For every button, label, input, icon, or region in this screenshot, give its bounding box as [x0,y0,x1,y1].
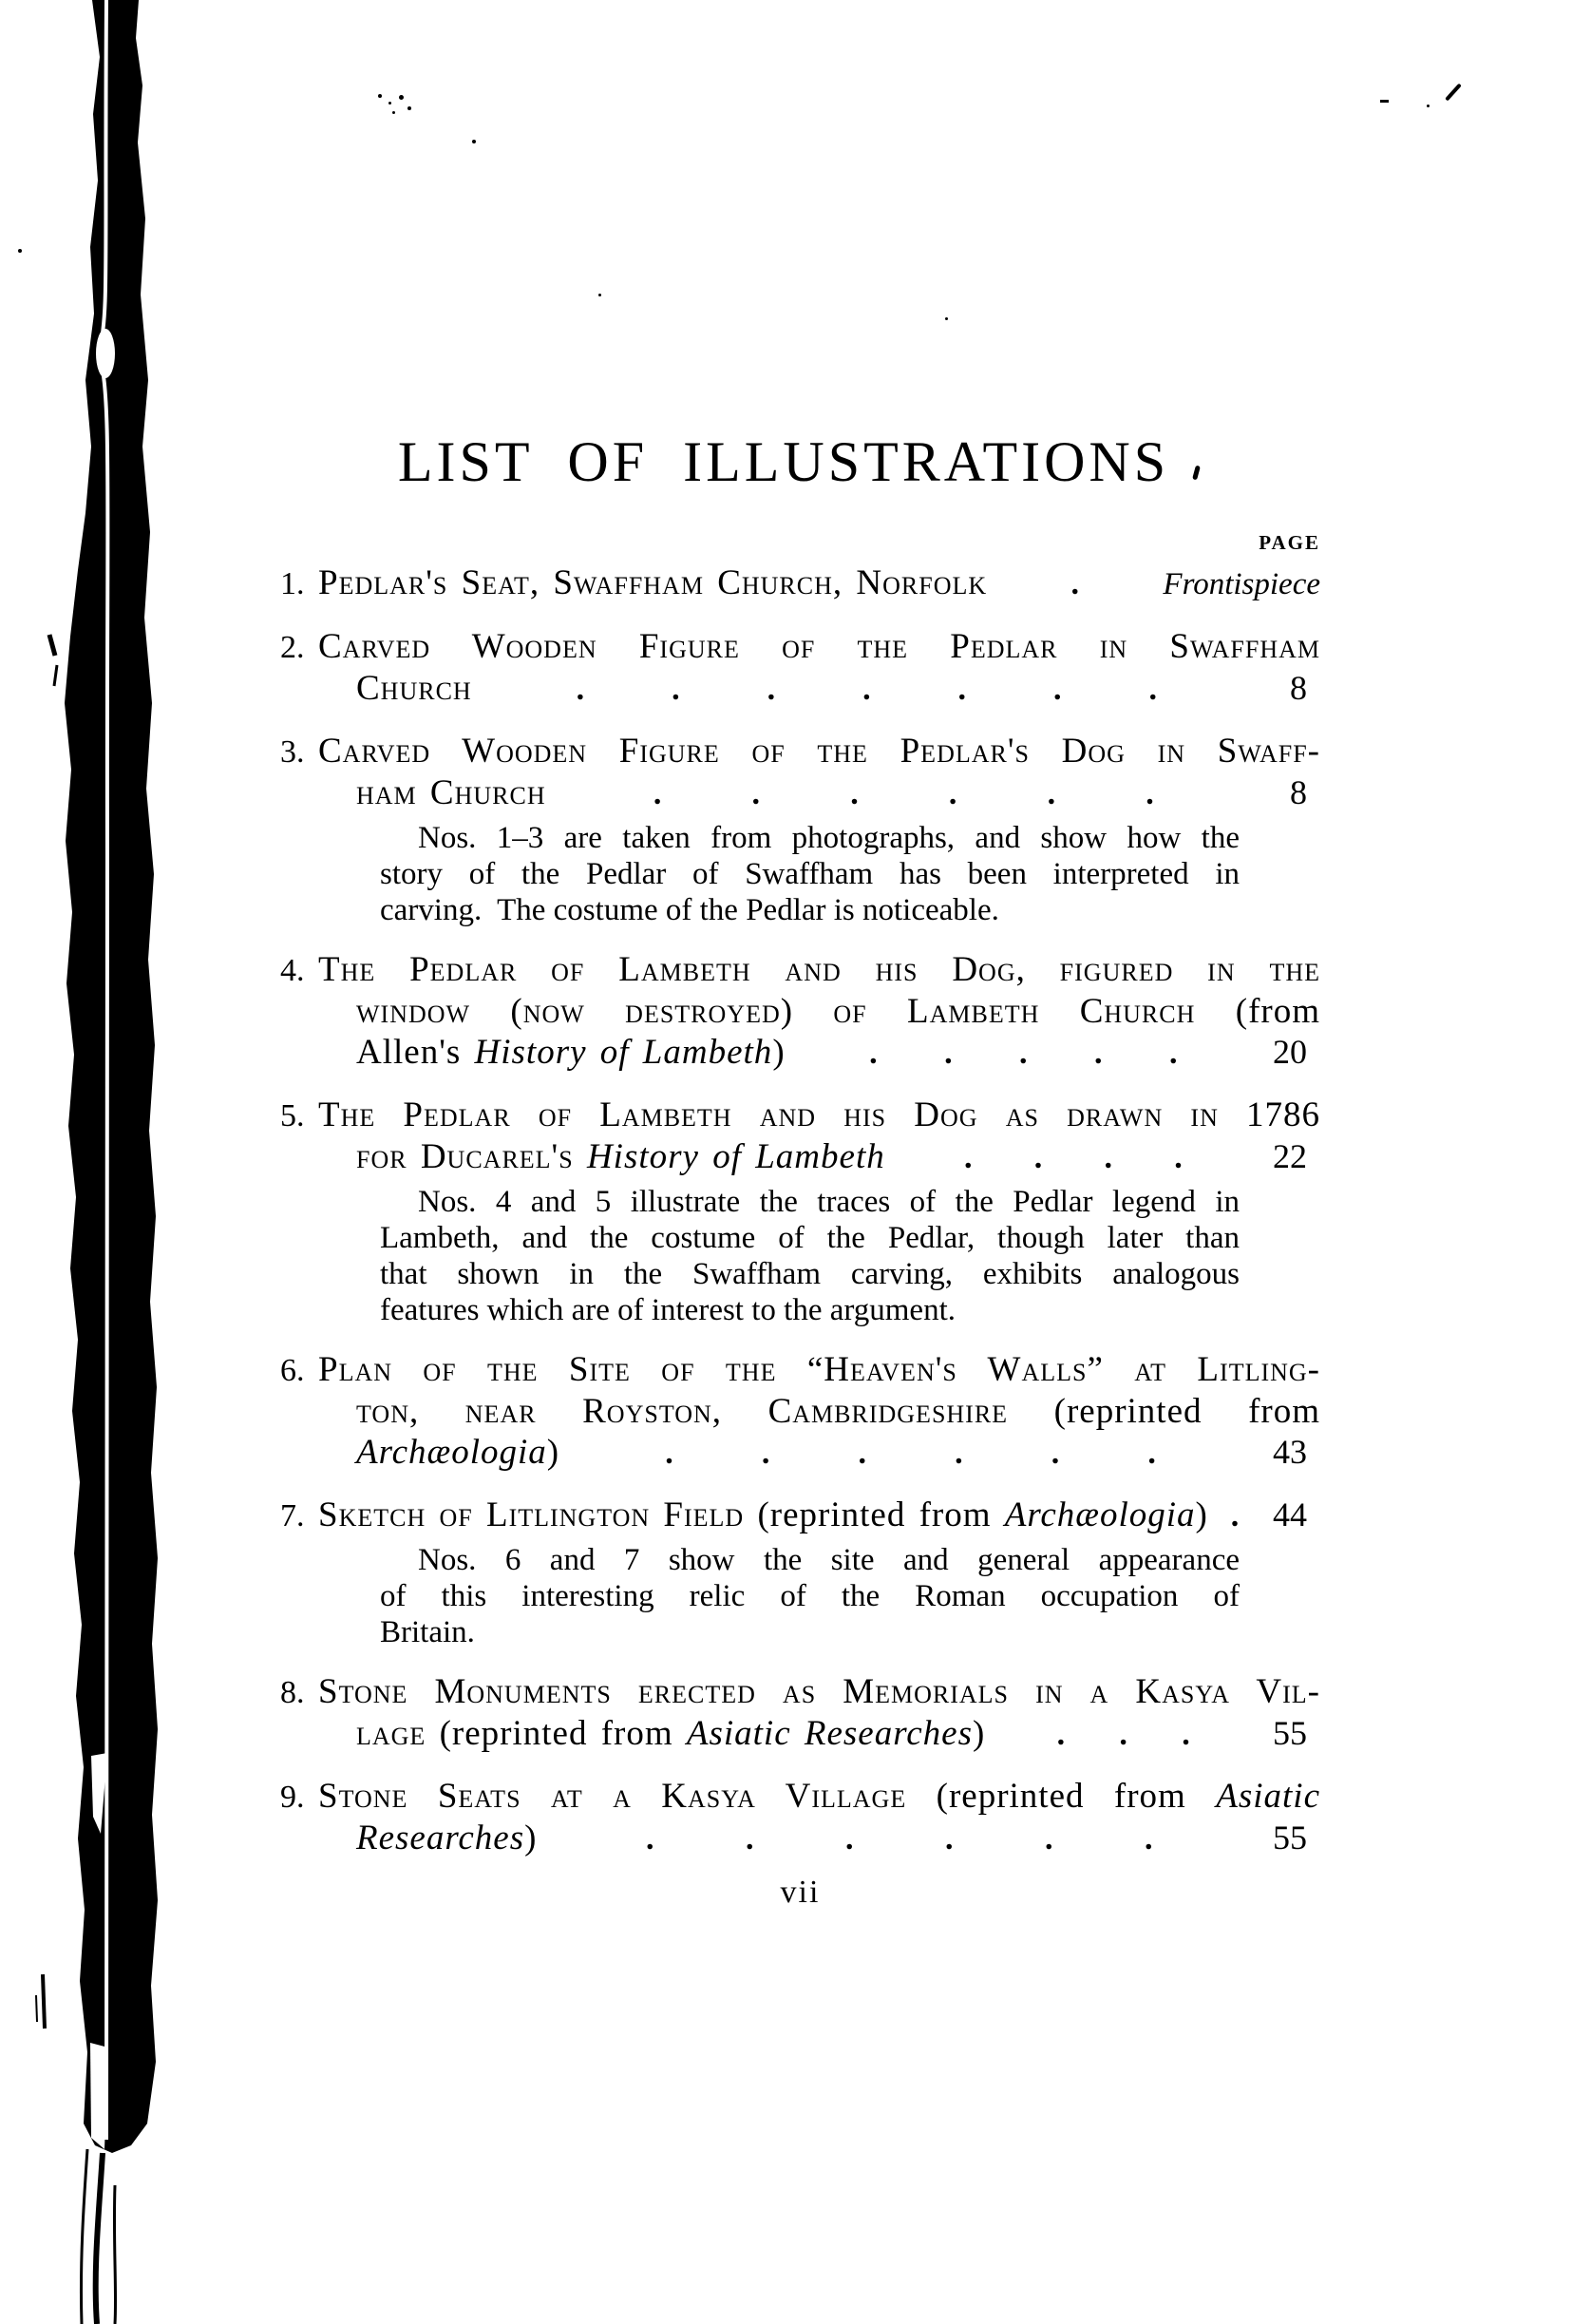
leader-dot: . [957,672,967,707]
text-segment: for Ducarel's [356,1137,587,1176]
text-segment: lage [356,1714,440,1753]
text-segment: ) [524,1819,538,1857]
text-segment: ) [546,1433,560,1472]
note-line: Nos. 4 and 5 illustrate the traces of the Pedlar legend in [418,1185,1240,1219]
text-segment: History of Lambeth [586,1137,885,1176]
leader-dot: . [665,1436,673,1471]
leader-dot: . [858,1436,866,1471]
entry-text [318,1671,1320,1712]
entry-number: 2. [280,630,305,665]
leader-dot: . [576,672,585,707]
text-segment: Archæologia [356,1433,547,1472]
note-line: Britain. [380,1615,475,1649]
page-column-label: PAGE [1259,531,1320,554]
note-line: Lambeth, and the costume of the Pedlar, though later than [380,1221,1240,1255]
toc-entry [280,1671,1320,1755]
entry-line [280,1032,1320,1074]
text-segment: Archæologia [1004,1495,1196,1534]
page-ref: 44 [1273,1495,1307,1533]
leader-dot: . [955,1436,963,1471]
leader-dot: . [1019,1036,1028,1071]
text-segment: Plan of the Site of the “Heaven's Walls” at Litling- [318,1350,1320,1389]
leader-dot: . [1119,1717,1127,1752]
leader-dot: . [963,1140,973,1175]
leader-dot: . [761,1436,770,1471]
folio-page-number: vii [780,1875,821,1910]
entry-line [280,1432,1320,1474]
entry-note [280,820,1320,928]
page-ref: 22 [1273,1137,1307,1175]
text-segment: ) [772,1033,786,1072]
text-segment: (reprinted from [1053,1392,1320,1431]
leader-dot: . [1033,1140,1043,1175]
entry-line [280,1136,1320,1178]
entry-number: 4. [280,953,305,988]
toc-entry [280,731,1320,928]
text-segment: Sketch of Litlington Field [318,1495,758,1534]
note-line: Nos. 1–3 are taken from photographs, and show how the [418,821,1240,855]
leader-dot: . [1056,1717,1066,1752]
scan-speckle [378,94,382,98]
leader-dot: . [1147,1436,1156,1471]
toc-entry [280,1776,1320,1859]
leader-dot: . [862,672,871,707]
leader-dot: . [1053,672,1062,707]
note-line: story of the Pedlar of Swaffham has been interpreted in [380,857,1240,891]
entry-text [356,772,546,813]
text-segment: Pedlar's Seat, Swaffham Church, Norfolk [318,563,988,602]
leader-dot: . [1044,1821,1053,1857]
page-ref: 55 [1273,1714,1307,1752]
list-of-illustrations [280,530,1320,1911]
leader-dot: . [1174,1140,1183,1175]
leader-dots [885,1137,1261,1178]
leader-dot: . [745,1821,754,1857]
text-segment: Asiatic Researches [686,1714,974,1753]
entry-number: 8. [280,1675,305,1710]
text-segment: The Pedlar of Lambeth and his Dog as drawn in 1786 [318,1095,1320,1134]
leader-dot: . [751,776,760,811]
entry-line [280,668,1320,710]
entry-line [280,626,1320,668]
text-segment: ) [973,1714,986,1753]
toc-entry [280,1495,1320,1650]
leader-dot: . [844,1821,854,1857]
page-ref: 8 [1290,773,1307,811]
text-segment: Carved Wooden Figure of the Pedlar in Swaffham [318,627,1320,666]
entry-text [356,1136,885,1177]
text-segment: ) [1195,1495,1208,1534]
entry-number: 3. [280,734,305,770]
leader-dot: . [1230,1498,1240,1533]
leader-dot: . [767,672,776,707]
entry-line [280,949,1320,991]
entry-number: 7. [280,1498,305,1533]
leader-dot: . [1146,776,1154,811]
leader-dots [987,563,1163,604]
leader-dot: . [944,1821,954,1857]
entry-text [318,1776,1320,1817]
entry-line [280,1495,1320,1536]
scan-speckle [388,102,391,105]
text-segment: ham Church [356,773,546,812]
leader-dot: . [948,776,957,811]
leader-dot: . [1070,566,1080,601]
entry-line [280,1776,1320,1818]
entry-line [280,562,1320,605]
leader-dots [472,669,1261,710]
entry-text [318,1495,1208,1535]
entry-text [356,1432,559,1473]
leader-dot: . [1051,1436,1060,1471]
text-segment: ton, near Royston, Cambridgeshire [356,1392,1054,1431]
note-line: features which are of interest to the argument. [380,1293,956,1327]
leader-dots [985,1714,1261,1755]
note-line: Nos. 6 and 7 show the site and general appearance [418,1543,1240,1577]
entry-line [280,1349,1320,1391]
leader-dot: . [869,1036,878,1071]
entry-text [356,1032,786,1073]
entry-text [318,562,987,603]
scan-speckle [472,140,476,143]
note-line: of this interesting relic of the Roman occupation of [380,1579,1240,1613]
entry-text [318,731,1320,771]
toc-entry [280,949,1320,1074]
text-segment: Asiatic [1216,1777,1320,1816]
scan-speckle [392,111,395,114]
leader-dot: . [1144,1821,1153,1857]
text-segment: (reprinted from [936,1777,1217,1816]
toc-entries [280,562,1320,1859]
entry-text [318,949,1320,990]
leader-dot: . [1182,1717,1190,1752]
toc-entry [280,1095,1320,1328]
leader-dot: . [1168,1036,1178,1071]
scan-speckle [1445,83,1462,101]
entry-number: 5. [280,1098,305,1133]
text-segment: History of Lambeth [474,1033,773,1072]
binding-shadow [0,0,218,2324]
scan-speckle [18,249,22,253]
entry-line [280,731,1320,772]
entry-line [280,1671,1320,1713]
text-segment: The Pedlar of Lambeth and his Dog, figured in the [318,950,1320,989]
page-ref: 8 [1290,669,1307,707]
text-segment: (from [1235,992,1320,1031]
text-segment: Stone Monuments erected as Memorials in a Kasya Vil- [318,1672,1320,1711]
page-title: LIST OF ILLUSTRATIONS [397,430,1170,493]
scan-speckle [945,317,948,320]
entry-text [356,1391,1320,1432]
entry-text [318,1095,1320,1135]
entry-note [280,1184,1320,1328]
page-ref: 20 [1273,1033,1307,1071]
entry-text [356,1818,537,1858]
text-segment: Carved Wooden Figure of the Pedlar's Dog in Swaff- [318,732,1320,771]
leader-dot: . [1148,672,1157,707]
toc-entry [280,562,1320,605]
entry-line [280,1818,1320,1859]
toc-entry [280,626,1320,710]
page-ref: 55 [1273,1819,1307,1857]
entry-text [318,626,1320,667]
leader-dot: . [1104,1140,1112,1175]
leader-dots [546,773,1261,814]
text-segment: (reprinted from [757,1495,1005,1534]
text-segment: Allen's [356,1033,475,1072]
entry-note [280,1542,1320,1650]
page-ref: 43 [1273,1433,1307,1471]
leader-dots [786,1033,1261,1074]
entry-text [318,1349,1320,1390]
entry-line [280,1713,1320,1755]
entry-line [280,1095,1320,1136]
leader-dot: . [653,776,662,811]
leader-dot: . [645,1821,654,1857]
text-segment: window (now destroyed) of Lambeth Church [356,992,1236,1031]
text-segment: Stone Seats at a Kasya Village [318,1777,937,1816]
leader-dots [559,1433,1261,1474]
entry-text [356,1713,985,1754]
entry-number: 9. [280,1780,305,1815]
entry-number: 1. [280,566,305,601]
note-line: carving. The costume of the Pedlar is noticeable. [380,893,999,927]
text-segment: (reprinted from [439,1714,687,1753]
leader-dot: . [850,776,859,811]
leader-dot: . [672,672,680,707]
leader-dots [537,1819,1261,1859]
entry-line [280,1391,1320,1432]
toc-entry [280,1349,1320,1474]
entry-text [356,991,1320,1032]
scan-speckle [407,106,411,110]
entry-number: 6. [280,1353,305,1388]
entry-text [356,668,472,709]
scan-speckle [1380,100,1389,103]
scan-speckle [399,95,404,100]
leader-dot: . [1047,776,1056,811]
scan-speckle [1427,105,1430,107]
text-segment: Researches [356,1819,525,1857]
entry-line [280,991,1320,1032]
scan-speckle [598,294,601,296]
page-ref: Frontispiece [1163,567,1320,601]
leader-dots [1208,1495,1261,1536]
note-line: that shown in the Swaffham carving, exhibits analogous [380,1257,1240,1291]
leader-dot: . [1094,1036,1103,1071]
leader-dot: . [944,1036,953,1071]
entry-line [280,772,1320,814]
text-segment: Church [356,669,472,708]
